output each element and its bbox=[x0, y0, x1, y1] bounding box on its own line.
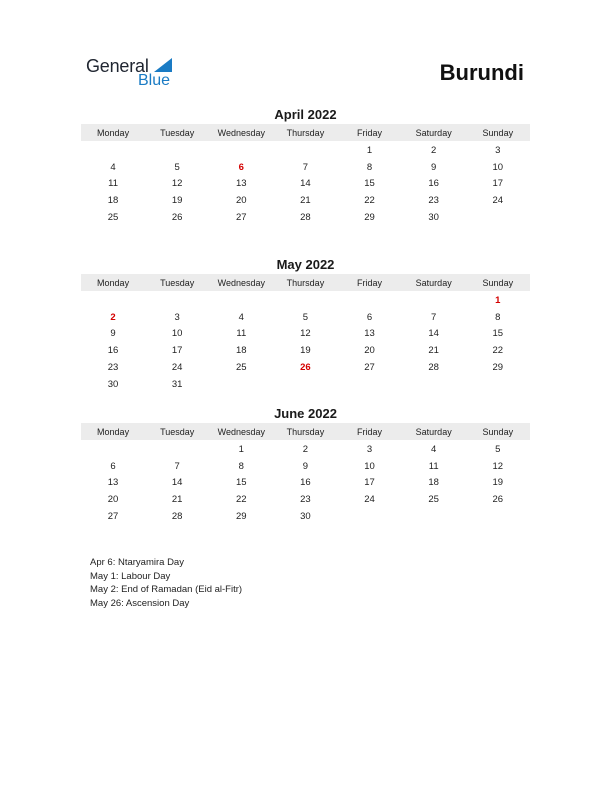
weekday-label: Friday bbox=[357, 426, 383, 437]
day-cell: 17 bbox=[492, 178, 504, 190]
day-cell: 13 bbox=[236, 178, 247, 190]
day-cell: 14 bbox=[300, 178, 311, 190]
day-cell: 15 bbox=[364, 178, 375, 190]
day-cell: 11 bbox=[236, 328, 247, 340]
weekday-label: Monday bbox=[97, 277, 130, 288]
day-cell: 18 bbox=[107, 195, 119, 207]
general-blue-logo bbox=[86, 54, 196, 94]
day-cell: 13 bbox=[107, 477, 119, 489]
day-cell: 21 bbox=[171, 494, 183, 506]
day-cell: 29 bbox=[492, 362, 504, 374]
weekday-label: Wednesday bbox=[217, 426, 265, 437]
weekday-label: Tuesday bbox=[160, 277, 195, 288]
weekday-label: Thursday bbox=[286, 277, 325, 288]
day-cell: 6 bbox=[110, 460, 116, 472]
week-row bbox=[81, 192, 530, 209]
day-cell: 25 bbox=[428, 494, 439, 506]
day-cell: 30 bbox=[428, 212, 439, 224]
day-cell: 10 bbox=[364, 460, 375, 472]
day-cell: 19 bbox=[171, 195, 183, 207]
holiday-note: Apr 6: Ntaryamira Day bbox=[90, 557, 184, 568]
holiday-day-cell: 6 bbox=[238, 161, 244, 173]
day-cell: 3 bbox=[495, 144, 501, 156]
day-cell: 17 bbox=[364, 477, 375, 489]
day-cell: 31 bbox=[171, 378, 183, 390]
day-cell: 4 bbox=[431, 443, 437, 455]
weekday-label: Sunday bbox=[482, 426, 514, 437]
weekday-label: Wednesday bbox=[217, 127, 265, 138]
holiday-day-cell: 1 bbox=[495, 294, 501, 306]
country-title: Burundi bbox=[439, 60, 524, 85]
day-cell: 27 bbox=[236, 212, 247, 224]
day-cell: 7 bbox=[431, 311, 437, 323]
weekday-label: Tuesday bbox=[160, 426, 195, 437]
day-cell: 30 bbox=[300, 511, 311, 523]
week-row bbox=[81, 491, 530, 508]
month-title: June 2022 bbox=[274, 406, 337, 421]
weekday-label: Monday bbox=[97, 426, 130, 437]
day-cell: 26 bbox=[171, 212, 183, 224]
day-cell: 8 bbox=[238, 460, 244, 472]
week-row bbox=[81, 292, 530, 309]
day-cell: 5 bbox=[495, 443, 501, 455]
day-cell: 15 bbox=[236, 477, 247, 489]
week-row bbox=[81, 309, 530, 326]
month-title: May 2022 bbox=[276, 257, 335, 272]
weekday-label: Saturday bbox=[415, 426, 452, 437]
day-cell: 14 bbox=[171, 477, 183, 489]
day-cell: 26 bbox=[492, 494, 504, 506]
day-cell: 23 bbox=[107, 362, 119, 374]
day-cell: 9 bbox=[302, 460, 309, 472]
week-row bbox=[81, 475, 530, 492]
day-cell: 2 bbox=[302, 443, 309, 455]
day-cell: 29 bbox=[364, 212, 375, 224]
day-cell: 19 bbox=[492, 477, 504, 489]
week-row bbox=[81, 458, 530, 475]
logo-triangle-icon bbox=[154, 58, 172, 72]
week-row bbox=[81, 359, 530, 376]
weekday-header-row bbox=[81, 423, 530, 440]
holiday-day-cell: 26 bbox=[300, 362, 311, 374]
day-cell: 4 bbox=[110, 161, 116, 173]
weekday-label: Monday bbox=[97, 127, 130, 138]
day-cell: 19 bbox=[300, 345, 311, 357]
weekday-label: Wednesday bbox=[217, 277, 265, 288]
day-cell: 25 bbox=[107, 212, 119, 224]
day-cell: 27 bbox=[364, 362, 375, 374]
day-cell: 27 bbox=[107, 511, 119, 523]
day-cell: 4 bbox=[238, 311, 244, 323]
day-cell: 15 bbox=[492, 328, 504, 340]
day-cell: 8 bbox=[495, 311, 501, 323]
day-cell: 22 bbox=[492, 345, 504, 357]
day-cell: 29 bbox=[236, 511, 247, 523]
day-cell: 9 bbox=[110, 328, 116, 340]
day-cell: 16 bbox=[428, 178, 439, 190]
weekday-label: Saturday bbox=[415, 127, 452, 138]
day-cell: 24 bbox=[171, 362, 183, 374]
week-row bbox=[81, 508, 530, 525]
day-cell: 7 bbox=[302, 161, 309, 173]
day-cell: 7 bbox=[174, 460, 180, 472]
weekday-label: Sunday bbox=[482, 277, 514, 288]
logo-general-text: General bbox=[86, 56, 149, 76]
day-cell: 10 bbox=[492, 161, 504, 173]
day-cell: 20 bbox=[107, 494, 119, 506]
weekday-label: Friday bbox=[357, 127, 383, 138]
weekday-label: Thursday bbox=[286, 127, 325, 138]
day-cell: 11 bbox=[108, 178, 118, 190]
day-cell: 24 bbox=[492, 195, 504, 207]
week-row bbox=[81, 176, 530, 193]
day-cell: 1 bbox=[238, 443, 244, 455]
day-cell: 21 bbox=[428, 345, 439, 357]
day-cell: 6 bbox=[366, 311, 373, 323]
day-cell: 28 bbox=[300, 212, 311, 224]
day-cell: 23 bbox=[428, 195, 439, 207]
week-row bbox=[81, 342, 530, 359]
week-row bbox=[81, 159, 530, 176]
weekday-label: Tuesday bbox=[160, 127, 195, 138]
day-cell: 20 bbox=[236, 195, 247, 207]
day-cell: 13 bbox=[364, 328, 375, 340]
holiday-note: May 2: End of Ramadan (Eid al-Fitr) bbox=[90, 584, 243, 595]
day-cell: 5 bbox=[302, 311, 309, 323]
month-title: April 2022 bbox=[274, 107, 337, 122]
week-row bbox=[81, 441, 530, 458]
day-cell: 5 bbox=[174, 161, 180, 173]
weekday-header-row bbox=[81, 124, 530, 141]
holiday-notes bbox=[90, 556, 242, 610]
day-cell: 10 bbox=[171, 328, 183, 340]
day-cell: 12 bbox=[171, 178, 183, 190]
day-cell: 23 bbox=[300, 494, 311, 506]
weekday-label: Friday bbox=[357, 277, 383, 288]
holiday-note: May 1: Labour Day bbox=[90, 570, 171, 582]
day-cell: 3 bbox=[366, 443, 373, 455]
weekday-label: Sunday bbox=[482, 127, 514, 138]
day-cell: 16 bbox=[300, 477, 311, 489]
day-cell: 11 bbox=[428, 460, 439, 472]
weekday-label: Saturday bbox=[415, 277, 452, 288]
week-row bbox=[81, 376, 530, 393]
day-cell: 8 bbox=[366, 161, 373, 173]
day-cell: 30 bbox=[107, 378, 119, 390]
day-cell: 1 bbox=[366, 144, 373, 156]
day-cell: 28 bbox=[428, 362, 439, 374]
day-cell: 12 bbox=[300, 328, 311, 340]
day-cell: 3 bbox=[174, 311, 180, 323]
day-cell: 22 bbox=[364, 195, 375, 207]
month-may bbox=[81, 256, 530, 393]
weekday-label: Thursday bbox=[286, 426, 325, 437]
weekday-header-row bbox=[81, 274, 530, 291]
week-row bbox=[81, 142, 530, 159]
week-row bbox=[81, 209, 530, 226]
day-cell: 18 bbox=[428, 477, 439, 489]
month-june bbox=[81, 405, 530, 525]
day-cell: 16 bbox=[107, 345, 119, 357]
day-cell: 20 bbox=[364, 345, 375, 357]
day-cell: 18 bbox=[236, 345, 247, 357]
day-cell: 2 bbox=[431, 144, 437, 156]
month-april bbox=[81, 106, 530, 226]
day-cell: 28 bbox=[171, 511, 183, 523]
day-cell: 21 bbox=[300, 195, 311, 207]
holiday-note: May 26: Ascension Day bbox=[90, 597, 190, 609]
day-cell: 17 bbox=[171, 345, 183, 357]
day-cell: 22 bbox=[236, 494, 247, 506]
day-cell: 25 bbox=[236, 362, 247, 374]
day-cell: 24 bbox=[364, 494, 375, 506]
day-cell: 12 bbox=[492, 460, 504, 472]
day-cell: 14 bbox=[428, 328, 439, 340]
logo-blue-text: Blue bbox=[138, 72, 171, 89]
week-row bbox=[81, 326, 530, 343]
day-cell: 9 bbox=[431, 161, 437, 173]
holiday-day-cell: 2 bbox=[110, 311, 116, 323]
